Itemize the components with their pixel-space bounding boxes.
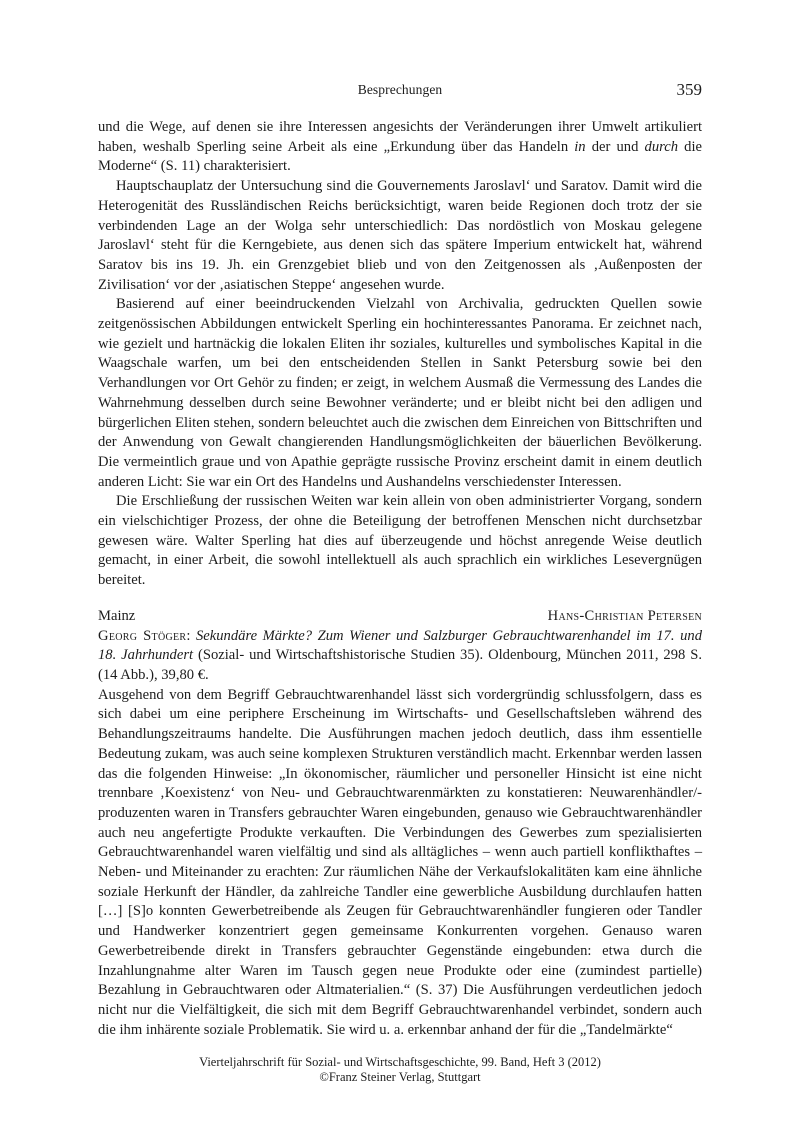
paragraph: Die Erschließung der russischen Weiten war kein allein von oben administrierter Vorgang, sondern ein vielschichtiger Prozess, der ohne die Beteiligung der betroffenen Menschen nicht durchsetzbar gewesen wäre. Walter Sperling hat dies auf überzeugende und höchst anregende Weise deutlich gemacht, in einer Arbeit, die sowohl intellektuell als auch sprachlich ein wirkliches Lesevergnügen bereitet. xyxy=(98,493,702,589)
paragraph: Basierend auf einer beeindruckenden Vielzahl von Archivalia, gedruckten Quellen sowie zeitgenössischen Abbildungen entwickelt Sperling ein hochinteressantes Panorama. Er zeichnet nach, wie gezielt und hartnäckig die lokalen Eliten ihr soziales, kulturelles und symbolisches Kapital in die Waagschale warfen, um bei den entscheidenden Stellen in Sankt Petersburg sowie bei den Verhandlungen vor Ort Gehör zu finden; er zeigt, in welchem Ausmaß die Vermessung des Landes die Wahrnehmung desselben durch seine Bewohner veränderte; und er bleibt nicht bei den adligen und bürgerlichen Eliten stehen, sondern beleuchtet auch die zwischen dem Einreichen von Bittschriften und der Anwendung von Gewalt changierenden Handlungsmöglichkeiten der bäuerlichen Bevölkerung. Die vermeintlich graue und von Apathie geprägte russische Provinz erscheint damit in einem deutlich anderen Licht: Sie war ein Ort des Handelns und Aushandelns verschiedenster Interessen. xyxy=(98,296,702,490)
paragraph-text: der und xyxy=(585,138,645,155)
main-content xyxy=(98,118,702,1040)
page-number: 359 xyxy=(676,80,702,99)
emphasis-durch: durch xyxy=(644,138,679,155)
book-title: Sekundäre Märkte? Zum Wiener und Salzburger Gebrauchtwarenhandel im 17. und 18. Jahrhundert xyxy=(98,627,703,664)
place: Mainz xyxy=(98,607,136,624)
paragraph-text: die Moderne“ (S. 11) charakterisiert. xyxy=(98,138,702,175)
book-author: Georg Stöger xyxy=(98,627,187,644)
review-body: Ausgehend von dem Begriff Gebrauchtwarenhandel lässt sich vordergründig schlussfolgern, dass es sich dabei um eine periphere Erscheinung im Wirtschafts- und Gesellschaftsleben während des Behandlungszeitraums handelte. Die Ausführungen machen jedoch deutlich, dass ihm essentielle Bedeutung zukam, was auch seine komplexen Strukturen verständlich macht. Erkennbar werden lassen das die folgenden Hinweise: „In ökonomischer, räumlicher und personeller Hinsicht ist eine nicht trennbare ‚Koexistenz‘ von Neu- und Gebrauchtwarenmärkten zu konstatieren: Neuwarenhändler/-produzenten waren in Transfers gebrauchter Waren eingebunden, genauso wie Gebrauchtwarenhändler auch neu angefertigte Produkte verkauften. Die Verbindungen des Gewerbes zum spezialisierten Gebrauchtwarenhandel waren vielfältig und sind als alltägliches – wenn auch partiell konflikthaftes – Neben- und Miteinander zu erachten: Zur räumlichen Nähe der Verkaufslokalitäten kam eine ähnliche soziale Herkunft der Händler, da zahlreiche Tandler eine gewerbliche Ausbildung durchlaufen hatten […] [S]o konnten Gewerbetreibende als Zeugen für Gebrauchtwarenhändler fungieren oder Tandler und Handwerker konzentriert gegen gemeinsame Konkurrenten vorgehen. Genauso waren Gewerbetreibende direkt in Transfers gebrauchter Gegenstände eingebunden: etwa durch die Inzahlungnahme alter Waren im Tausch gegen neue Produkte oder eine (zumindest partielle) Bezahlung in Gebrauchtwaren oder Altmaterialien.“ (S. 37) Die Ausführungen verdeutlichen jedoch nicht nur die Vielfältigkeit, die sich mit dem Begriff Gebrauchtwarenhandel verbindet, sondern auch die ihm inhärente soziale Problematik. Sie wird u. a. erkennbar anhand der für die „Tandelmärkte“ xyxy=(98,686,702,1038)
author-separator: : xyxy=(186,627,196,644)
emphasis-in: in xyxy=(574,138,586,155)
copyright-notice: ©Franz Steiner Verlag, Stuttgart xyxy=(319,1070,481,1084)
paragraph-text: und die Wege, auf denen sie ihre Interessen angesichts der Veränderungen ihrer Umwelt artikuliert haben, weshalb Sperling seine Arbeit als eine „Erkundung über das Handeln xyxy=(98,119,702,155)
paragraph: Hauptschauplatz der Untersuchung sind die Gouvernements Jaroslavl‘ und Saratov. Damit wird die Heterogenität des Russländischen Reichs berücksichtigt, waren beide Regionen doch trotz der sie verbindenden Lage an der Wolga sehr unterschiedlich: Das nordöstlich von Moskau gelegene Jaroslavl‘ steht für die Kerngebiete, aus denen sich das spätere Imperium entwickelt hat, während Saratov bis ins 19. Jh. ein Grenzgebiet blieb und von den Zeitgenossen als ‚Außenposten der Zivilisation‘ vor der ‚asiatischen Steppe‘ angesehen wurde. xyxy=(98,178,702,293)
page-footer xyxy=(98,1055,702,1085)
reviewer-name: Hans-Christian Petersen xyxy=(547,607,702,624)
bibliographic-entry xyxy=(98,627,702,686)
journal-citation: Vierteljahrschrift für Sozial- und Wirtschaftsgeschichte, 99. Band, Heft 3 (2012) xyxy=(199,1055,601,1069)
running-head xyxy=(98,80,702,102)
book-details: (Sozial- und Wirtschaftshistorische Studien 35). Oldenbourg, München 2011, 298 S. (14 Abb.), 39,80 €. xyxy=(98,647,702,683)
running-title: Besprechungen xyxy=(357,82,443,97)
review-signoff xyxy=(98,607,702,627)
paragraph xyxy=(98,118,702,177)
